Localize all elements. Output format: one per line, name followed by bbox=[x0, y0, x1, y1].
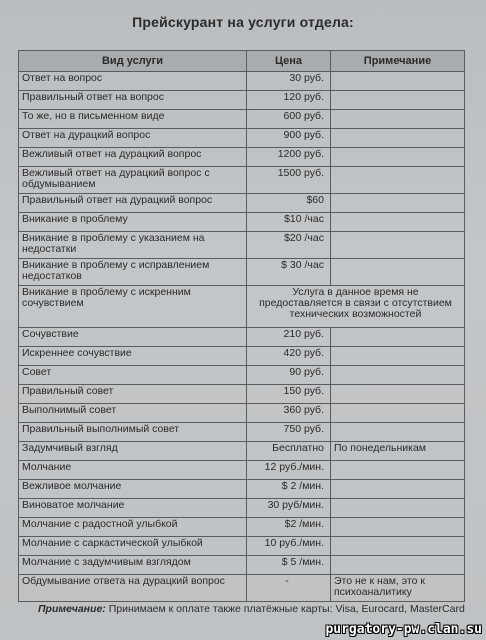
note-cell bbox=[331, 556, 465, 575]
note-cell bbox=[331, 518, 465, 537]
price-cell: $ 30 /час bbox=[247, 259, 331, 286]
note-cell bbox=[331, 167, 465, 194]
footer-text: Принимаем к оплате также платёжные карты: Visa, Eurocard, MasterCard bbox=[108, 603, 465, 615]
service-cell: Ответ на дурацкий вопрос bbox=[19, 129, 247, 148]
unavailable-note-cell: Услуга в данное время не предоставляется в связи с отсутствием технических возможностей bbox=[247, 286, 465, 328]
footer-note bbox=[38, 603, 465, 615]
table-row bbox=[19, 129, 465, 148]
service-cell: Совет bbox=[19, 366, 247, 385]
service-cell: Вникание в проблему bbox=[19, 213, 247, 232]
page-title: Прейскурант на услуги отдела: bbox=[132, 14, 354, 30]
table-row bbox=[19, 442, 465, 461]
table-row bbox=[19, 213, 465, 232]
table-row bbox=[19, 480, 465, 499]
price-cell: 900 руб. bbox=[247, 129, 331, 148]
price-cell: $ 2 /мин. bbox=[247, 480, 331, 499]
table-row bbox=[19, 286, 465, 328]
price-cell: $2 /мин. bbox=[247, 518, 331, 537]
table-row bbox=[19, 575, 465, 602]
table-header-row bbox=[19, 51, 465, 72]
table-row bbox=[19, 366, 465, 385]
price-cell: $60 bbox=[247, 194, 331, 213]
price-cell: 120 руб. bbox=[247, 91, 331, 110]
service-cell: Вежливый ответ на дурацкий вопрос с обдумыванием bbox=[19, 167, 247, 194]
note-cell bbox=[331, 499, 465, 518]
note-cell bbox=[331, 129, 465, 148]
table-row bbox=[19, 194, 465, 213]
price-cell: 420 руб. bbox=[247, 347, 331, 366]
service-cell: Правильный выполнимый совет bbox=[19, 423, 247, 442]
note-cell bbox=[331, 194, 465, 213]
header-note: Примечание bbox=[331, 51, 465, 72]
service-cell: Виноватое молчание bbox=[19, 499, 247, 518]
header-price: Цена bbox=[247, 51, 331, 72]
price-cell: - bbox=[247, 575, 331, 602]
service-cell: То же, но в письменном виде bbox=[19, 110, 247, 129]
service-cell: Вникание в проблему с искренним сочувствием bbox=[19, 286, 247, 328]
service-cell: Искреннее сочувствие bbox=[19, 347, 247, 366]
table-row bbox=[19, 259, 465, 286]
service-cell: Задумчивый взгляд bbox=[19, 442, 247, 461]
service-cell: Вникание в проблему с исправлением недостатков bbox=[19, 259, 247, 286]
note-cell bbox=[331, 72, 465, 91]
note-cell bbox=[331, 148, 465, 167]
note-cell bbox=[331, 232, 465, 259]
note-cell bbox=[331, 537, 465, 556]
price-cell: 1500 руб. bbox=[247, 167, 331, 194]
service-cell: Выполнимый совет bbox=[19, 404, 247, 423]
note-cell bbox=[331, 385, 465, 404]
table-row bbox=[19, 385, 465, 404]
price-cell: $ 5 /мин. bbox=[247, 556, 331, 575]
service-cell: Правильный ответ на вопрос bbox=[19, 91, 247, 110]
price-cell: 1200 руб. bbox=[247, 148, 331, 167]
price-cell: 30 руб/мин. bbox=[247, 499, 331, 518]
table-row bbox=[19, 72, 465, 91]
table-row bbox=[19, 148, 465, 167]
table-row bbox=[19, 499, 465, 518]
table-row bbox=[19, 404, 465, 423]
table-row bbox=[19, 461, 465, 480]
note-cell bbox=[331, 328, 465, 347]
table-row bbox=[19, 91, 465, 110]
price-cell: 600 руб. bbox=[247, 110, 331, 129]
note-cell bbox=[331, 259, 465, 286]
note-cell bbox=[331, 480, 465, 499]
table-row bbox=[19, 556, 465, 575]
service-cell: Молчание с саркастической улыбкой bbox=[19, 537, 247, 556]
note-cell bbox=[331, 461, 465, 480]
service-cell: Правильный ответ на дурацкий вопрос bbox=[19, 194, 247, 213]
price-cell: 30 руб. bbox=[247, 72, 331, 91]
note-cell bbox=[331, 366, 465, 385]
footer-label: Примечание: bbox=[38, 603, 106, 615]
service-cell: Вежливое молчание bbox=[19, 480, 247, 499]
note-cell bbox=[331, 91, 465, 110]
price-cell: 90 руб. bbox=[247, 366, 331, 385]
service-cell: Обдумывание ответа на дурацкий вопрос bbox=[19, 575, 247, 602]
table-row bbox=[19, 328, 465, 347]
note-cell bbox=[331, 404, 465, 423]
price-cell: 10 руб./мин. bbox=[247, 537, 331, 556]
note-cell bbox=[331, 423, 465, 442]
service-cell: Молчание с радостной улыбкой bbox=[19, 518, 247, 537]
service-cell: Молчание bbox=[19, 461, 247, 480]
note-cell bbox=[331, 347, 465, 366]
price-table bbox=[18, 50, 465, 602]
note-cell bbox=[331, 213, 465, 232]
service-cell: Сочувствие bbox=[19, 328, 247, 347]
price-cell: $10 /час bbox=[247, 213, 331, 232]
price-cell: $20 /час bbox=[247, 232, 331, 259]
table-row bbox=[19, 167, 465, 194]
note-cell: По понедельникам bbox=[331, 442, 465, 461]
note-cell: Это не к нам, это к психоаналитику bbox=[331, 575, 465, 602]
service-cell: Правильный совет bbox=[19, 385, 247, 404]
price-cell: 210 руб. bbox=[247, 328, 331, 347]
table-row bbox=[19, 347, 465, 366]
service-cell: Молчание с задумчивым взглядом bbox=[19, 556, 247, 575]
table-row bbox=[19, 423, 465, 442]
price-cell: 12 руб./мин. bbox=[247, 461, 331, 480]
price-cell: 750 руб. bbox=[247, 423, 331, 442]
table-row bbox=[19, 537, 465, 556]
note-cell bbox=[331, 110, 465, 129]
price-cell: 150 руб. bbox=[247, 385, 331, 404]
service-cell: Вникание в проблему с указанием на недостатки bbox=[19, 232, 247, 259]
watermark: purgatory-pw.clan.su bbox=[325, 622, 482, 637]
header-service: Вид услуги bbox=[19, 51, 247, 72]
table-row bbox=[19, 232, 465, 259]
table-row bbox=[19, 518, 465, 537]
price-cell: 360 руб. bbox=[247, 404, 331, 423]
service-cell: Вежливый ответ на дурацкий вопрос bbox=[19, 148, 247, 167]
price-cell: Бесплатно bbox=[247, 442, 331, 461]
table-row bbox=[19, 110, 465, 129]
service-cell: Ответ на вопрос bbox=[19, 72, 247, 91]
